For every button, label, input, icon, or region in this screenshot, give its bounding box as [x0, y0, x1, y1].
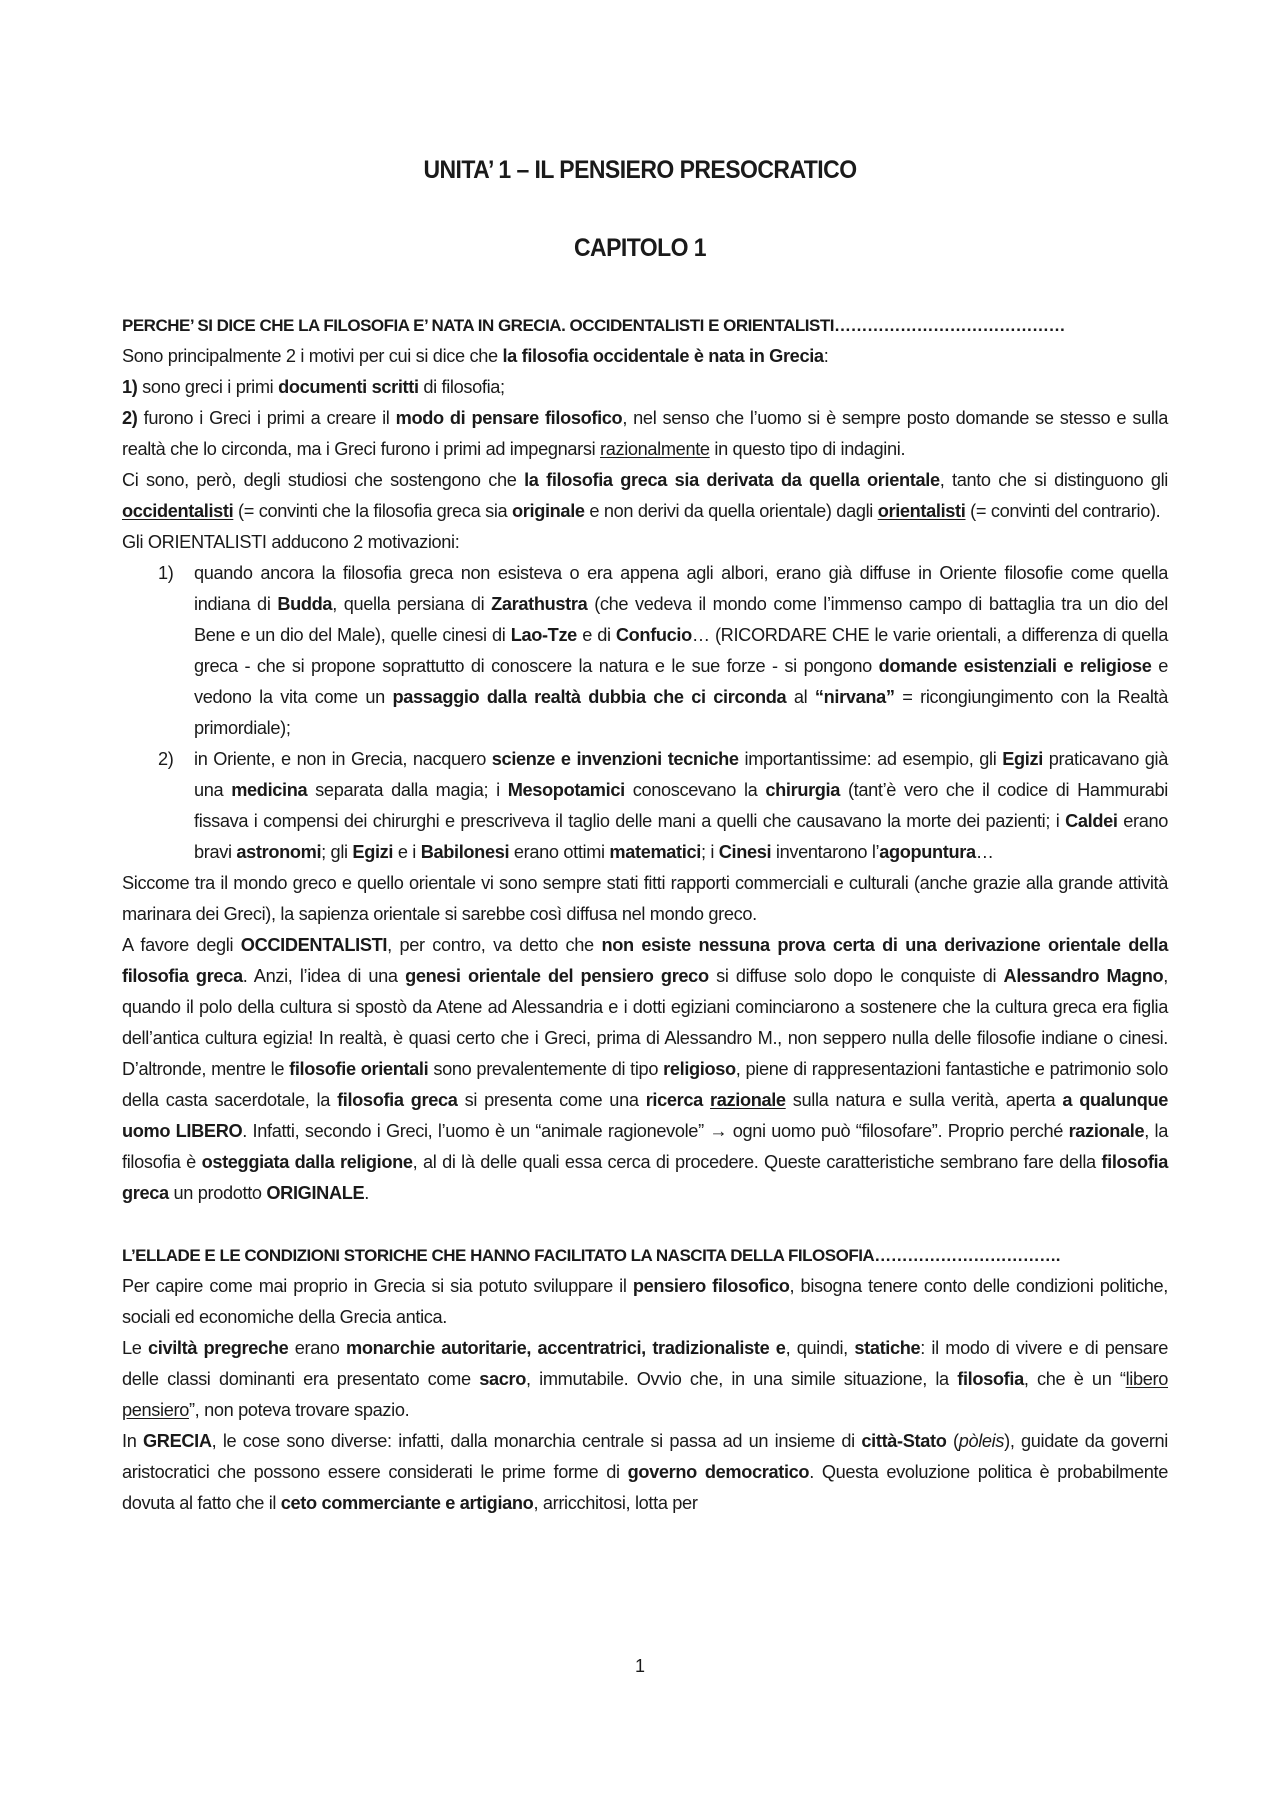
- bold-text: Confucio: [615, 625, 692, 645]
- text-run: Gli ORIENTALISTI adducono 2 motivazioni:: [122, 532, 460, 552]
- bold-text: 2): [122, 408, 138, 428]
- text-run: e non derivi da quella orientale) dagli: [584, 501, 878, 521]
- bold-text: passaggio dalla realtà dubbia che ci circonda: [392, 687, 787, 707]
- paragraph: [122, 930, 1168, 1209]
- bold-text: Lao-Tze: [510, 625, 577, 645]
- underlined-text: orientalisti: [877, 501, 966, 521]
- bold-text: governo democratico: [627, 1462, 810, 1482]
- text-run: erano ottimi: [509, 842, 610, 862]
- text-run: = ricongiungimento con la Realtà primordiale);: [194, 687, 1169, 738]
- bold-text: modo di pensare filosofico: [395, 408, 623, 428]
- bold-text: ceto commerciante e artigiano: [280, 1493, 534, 1513]
- bold-text: Babilonesi: [420, 842, 510, 862]
- text-run: quando ancora la filosofia greca non esisteva o era appena agli albori, erano già diffuse in Oriente filosofie come quella indiana di: [194, 563, 1168, 614]
- text-run: sulla natura e sulla verità, aperta: [785, 1090, 1063, 1110]
- underlined-text: libero pensiero: [122, 1369, 1168, 1420]
- bold-text: città-Stato: [861, 1431, 947, 1451]
- text-run: In: [122, 1431, 143, 1451]
- bold-text: statiche: [854, 1338, 921, 1358]
- bold-text: sacro: [479, 1369, 526, 1389]
- bold-text: Zarathustra: [491, 594, 588, 614]
- bold-text: scienze e invenzioni tecniche: [491, 749, 739, 769]
- bold-text: Egizi: [1002, 749, 1043, 769]
- bold-text: a qualunque uomo LIBERO: [122, 1090, 1168, 1141]
- text-run: ; i: [700, 842, 719, 862]
- bold-text: ricerca: [645, 1090, 710, 1110]
- bold-text: filosofia greca: [122, 1152, 1168, 1203]
- text-run: . Anzi, l’idea di una: [242, 966, 406, 986]
- text-run: .: [364, 1183, 369, 1203]
- section-spacer: [122, 1209, 1168, 1240]
- text-run: (: [946, 1431, 959, 1451]
- text-run: e di: [576, 625, 616, 645]
- list-number: 1): [158, 563, 174, 583]
- unit-title: UNITA’ 1 – IL PENSIERO PRESOCRATICO: [423, 156, 857, 184]
- bold-text: osteggiata dalla religione: [201, 1152, 413, 1172]
- text-run: :: [823, 346, 829, 366]
- list-number: 2): [158, 749, 174, 769]
- text-run: Le: [122, 1338, 148, 1358]
- text-run: Siccome tra il mondo greco e quello orientale vi sono sempre stati fitti rapporti commerciali e culturali (anche grazie alla grande attività marinara dei Greci), la sapienza orientale si sarebbe così diffusa nel mondo greco.: [122, 873, 1168, 924]
- text-run: , quando il polo della cultura si spostò da Atene ad Alessandria e i dotti egiziani cominciarono a sostenere che la cultura greca era figlia dell’antica cultura egizia! In realtà, è quasi certo che i Greci, prima di Alessandro M., non seppero nulla delle filosofie indiane o cinesi. D’altronde, mentre le: [122, 966, 1168, 1079]
- text-run: furono i Greci i primi a creare il: [137, 408, 396, 428]
- text-run: ; gli: [321, 842, 353, 862]
- bold-text: genesi orientale del pensiero greco: [405, 966, 709, 986]
- paragraph: [122, 465, 1168, 527]
- text-run: Sono principalmente 2 i motivi per cui si dice che: [122, 346, 503, 366]
- text-run: . Questa evoluzione politica è probabilmente dovuta al fatto che il: [122, 1462, 1168, 1513]
- bold-text: GRECIA: [142, 1431, 212, 1451]
- underlined-text: occidentalisti: [122, 501, 234, 521]
- text-run: , arricchitosi, lotta per: [533, 1493, 698, 1513]
- bold-text: Budda: [277, 594, 333, 614]
- text-run: . Infatti, secondo i Greci, l’uomo è un “animale ragionevole” → ogni uomo può “filosofare”. Proprio perché: [242, 1121, 1069, 1141]
- paragraph: [122, 372, 1168, 403]
- text-run: separata dalla magia; i: [307, 780, 508, 800]
- list-item-text: [194, 558, 1168, 744]
- text-run: , bisogna tenere conto delle condizioni politiche, sociali ed economiche della Grecia antica.: [122, 1276, 1168, 1327]
- paragraph: [122, 1333, 1168, 1426]
- text-run: , quindi,: [785, 1338, 855, 1358]
- text-run: sono greci i primi: [137, 377, 279, 397]
- text-run: , al di là delle quali essa cerca di procedere. Queste caratteristiche sembrano fare della: [412, 1152, 1102, 1172]
- text-run: (tant’è vero che il codice di Hammurabi fissava i compensi dei chirurghi e prescriveva il taglio delle mani a quelli che causavano la morte dei pazienti; i: [194, 780, 1168, 831]
- text-run: e i: [393, 842, 421, 862]
- text-run: , immutabile. Ovvio che, in una simile situazione, la: [526, 1369, 958, 1389]
- text-run: (= convinti che la filosofia greca sia: [233, 501, 513, 521]
- text-run: conoscevano la: [624, 780, 766, 800]
- bold-text: razionale: [1068, 1121, 1145, 1141]
- text-run: (= convinti del contrario).: [965, 501, 1161, 521]
- text-run: importantissime: ad esempio, gli: [738, 749, 1003, 769]
- paragraph: [122, 403, 1168, 465]
- text-run: , piene di rappresentazioni fantastiche e patrimonio solo della casta sacerdotale, la: [122, 1059, 1168, 1110]
- bold-text: matematici: [609, 842, 701, 862]
- text-run: , nel senso che l’uomo si è sempre posto domande se stesso e sulla realtà che lo circonda, ma i Greci furono i primi ad impegnarsi: [122, 408, 1168, 459]
- text-run: ), guidate da governi aristocratici che possono essere considerati le prime forme di: [122, 1431, 1168, 1482]
- text-run: inventarono l’: [771, 842, 880, 862]
- bold-text: Alessandro Magno: [1003, 966, 1164, 986]
- text-run: , che è un “: [1023, 1369, 1126, 1389]
- bold-text: filosofia greca: [337, 1090, 458, 1110]
- bold-text: Mesopotamici: [507, 780, 625, 800]
- bold-text: OCCIDENTALISTI: [240, 935, 388, 955]
- text-run: , per contro, va detto che: [387, 935, 602, 955]
- text-run: erano bravi: [194, 811, 1168, 862]
- bold-text: non esiste nessuna prova certa di una derivazione orientale della filosofia greca: [122, 935, 1168, 986]
- bold-text: pensiero filosofico: [632, 1276, 790, 1296]
- text-run: pòleis: [958, 1431, 1005, 1451]
- text-run: …: [975, 842, 994, 862]
- bold-text: medicina: [231, 780, 308, 800]
- text-run: erano: [288, 1338, 347, 1358]
- bold-text: Egizi: [352, 842, 394, 862]
- bold-text: Caldei: [1065, 811, 1118, 831]
- text-run: , quella persiana di: [332, 594, 492, 614]
- chapter-title: CAPITOLO 1: [573, 234, 707, 262]
- bold-text: “nirvana”: [814, 687, 895, 707]
- section-heading: PERCHE’ SI DICE CHE LA FILOSOFIA E’ NATA IN GRECIA. OCCIDENTALISTI E ORIENTALISTI……………………………………: [122, 316, 1065, 335]
- text-run: in questo tipo di indagini.: [709, 439, 906, 459]
- bold-text: astronomi: [236, 842, 322, 862]
- text-run: si diffuse solo dopo le conquiste di: [708, 966, 1004, 986]
- paragraph: [122, 1271, 1168, 1333]
- text-run: … (RICORDARE CHE le varie orientali, a differenza di quella greca - che si propone soprattutto di conoscere la natura e le sue forze - si pongono: [194, 625, 1168, 676]
- text-run: sono prevalentemente di tipo: [428, 1059, 664, 1079]
- text-run: al: [786, 687, 815, 707]
- text-run: , le cose sono diverse: infatti, dalla monarchia centrale si passa ad un insieme di: [211, 1431, 862, 1451]
- paragraph: [122, 341, 1168, 372]
- numbered-list-item: [122, 744, 1168, 868]
- list-item-text: [194, 744, 1168, 868]
- page-number: 1: [634, 1656, 645, 1676]
- bold-text: originale: [512, 501, 585, 521]
- bold-text: domande esistenziali e religiose: [878, 656, 1152, 676]
- bold-text: monarchie autoritarie, accentratrici, tradizionaliste e: [346, 1338, 786, 1358]
- text-run: di filosofia;: [418, 377, 505, 397]
- bold-text: filosofia: [957, 1369, 1024, 1389]
- text-run: , la filosofia è: [122, 1121, 1168, 1172]
- text-run: Ci sono, però, degli studiosi che sostengono che: [122, 470, 525, 490]
- bold-text: 1): [122, 377, 138, 397]
- bold-text: la filosofia occidentale è nata in Grecia: [502, 346, 824, 366]
- text-run: Per capire come mai proprio in Grecia si sia potuto sviluppare il: [122, 1276, 633, 1296]
- bold-text: documenti scritti: [278, 377, 419, 397]
- paragraph: [122, 1426, 1168, 1519]
- bold-text: agopuntura: [879, 842, 976, 862]
- text-run: , tanto che si distinguono gli: [939, 470, 1168, 490]
- document-body: [122, 310, 1168, 1519]
- section-heading: L’ELLADE E LE CONDIZIONI STORICHE CHE HANNO FACILITATO LA NASCITA DELLA FILOSOFIA…………………………….: [122, 1246, 1060, 1265]
- bold-text: chirurgia: [765, 780, 841, 800]
- numbered-list-item: [122, 558, 1168, 744]
- bold-text: la filosofia greca sia derivata da quella orientale: [524, 470, 940, 490]
- text-run: si presenta come una: [457, 1090, 646, 1110]
- bold-text: ORIGINALE: [266, 1183, 365, 1203]
- bold-text: Cinesi: [718, 842, 772, 862]
- bold-text: filosofie orientali: [289, 1059, 429, 1079]
- paragraph: [122, 527, 1168, 558]
- text-run: e vedono la vita come un: [194, 656, 1168, 707]
- text-run: : il modo di vivere e di pensare delle classi dominanti era presentato come: [122, 1338, 1168, 1389]
- bold-text: religioso: [663, 1059, 736, 1079]
- underlined-text: razionalmente: [599, 439, 710, 459]
- underlined-text: razionale: [710, 1090, 786, 1110]
- text-run: (che vedeva il mondo come l’immenso campo di battaglia tra un dio del Bene e un dio del Male), quelle cinesi di: [194, 594, 1168, 645]
- text-run: in Oriente, e non in Grecia, nacquero: [194, 749, 492, 769]
- text-run: un prodotto: [168, 1183, 267, 1203]
- paragraph: [122, 868, 1168, 930]
- text-run: ”, non poteva trovare spazio.: [188, 1400, 410, 1420]
- text-run: praticavano già una: [194, 749, 1169, 800]
- bold-text: civiltà pregreche: [147, 1338, 289, 1358]
- text-run: A favore degli: [122, 935, 241, 955]
